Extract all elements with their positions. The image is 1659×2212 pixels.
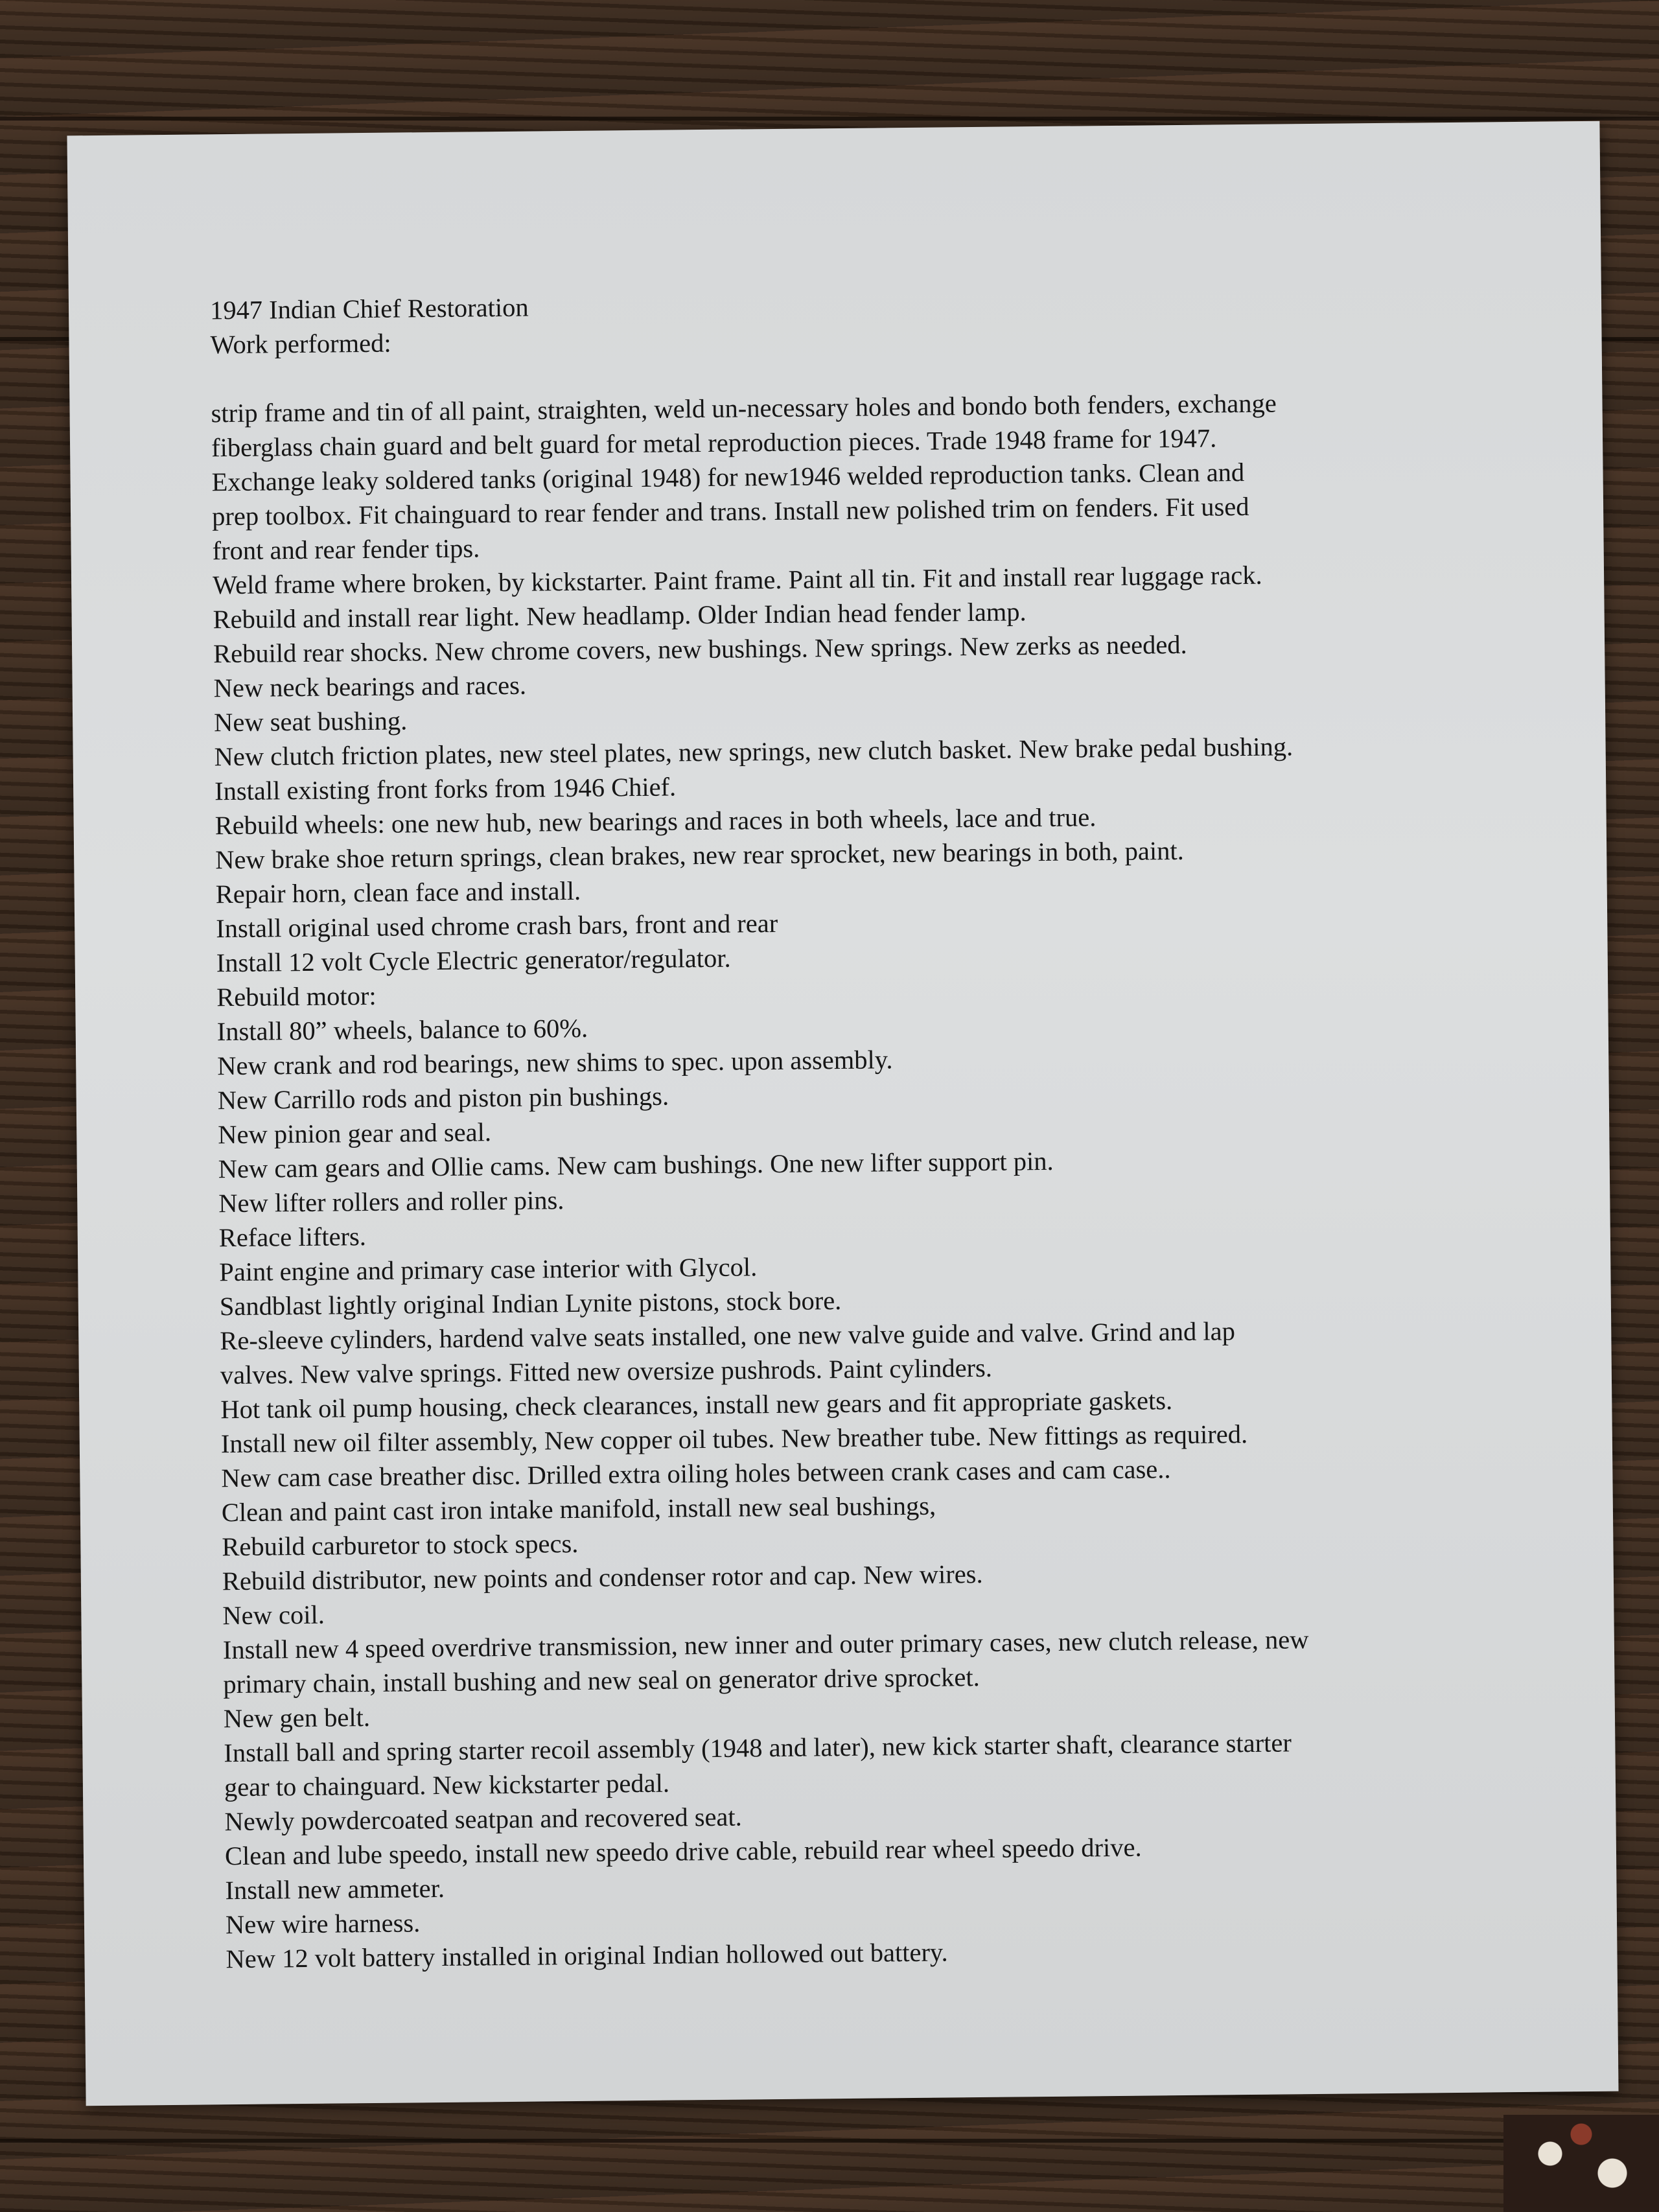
work-line: New lifter rollers and roller pins.	[218, 1185, 564, 1218]
work-line: New gen belt.	[223, 1703, 371, 1734]
work-line: Rebuild and install rear light. New headlamp. Older Indian head fender lamp.	[213, 597, 1027, 634]
work-line: primary chain, install bushing and new seal on generator drive sprocket.	[223, 1662, 980, 1699]
work-line: front and rear fender tips.	[212, 533, 480, 566]
work-line: Repair horn, clean face and install.	[215, 876, 581, 909]
work-line: New brake shoe return springs, clean brakes, new rear sprocket, new bearings in both, paint.	[215, 835, 1184, 875]
work-line: New cam case breather disc. Drilled extra oiling holes between crank cases and cam case..	[221, 1454, 1171, 1493]
work-line: Hot tank oil pump housing, check clearances, install new gears and fit appropriate gaskets.	[220, 1386, 1173, 1425]
work-line: Clean and paint cast iron intake manifold, install new seal bushings,	[221, 1491, 936, 1528]
work-list	[211, 384, 1489, 1977]
work-line: New seat bushing.	[213, 706, 408, 738]
work-line: Rebuild wheels: one new hub, new bearings and races in both wheels, lace and true.	[215, 802, 1096, 841]
paper-sheet	[67, 121, 1618, 2106]
work-line: New clutch friction plates, new steel plates, new springs, new clutch basket. New brake pedal bushing.	[214, 732, 1294, 772]
work-line: gear to chainguard. New kickstarter pedal.	[224, 1768, 670, 1802]
work-line: Weld frame where broken, by kickstarter. Paint frame. Paint all tin. Fit and install rear luggage rack.	[212, 560, 1262, 600]
work-line: New 12 volt battery installed in original Indian hollowed out battery.	[226, 1937, 948, 1974]
work-line: strip frame and tin of all paint, straighten, weld un-necessary holes and bondo both fenders, exchange	[211, 388, 1277, 428]
work-line: Clean and lube speedo, install new speedo drive cable, rebuild rear wheel speedo drive.	[224, 1832, 1142, 1871]
work-line: Install new 4 speed overdrive transmission, new inner and outer primary cases, new clutch release, new	[222, 1625, 1309, 1665]
work-line: New Carrillo rods and piston pin bushings.	[217, 1081, 669, 1115]
work-line: Install 80” wheels, balance to 60%.	[216, 1013, 588, 1047]
wood-board-seam	[0, 117, 1659, 121]
work-line: Install 12 volt Cycle Electric generator/regulator.	[216, 943, 731, 978]
rug-corner	[1503, 2115, 1659, 2212]
work-line: fiberglass chain guard and belt guard for metal reproduction pieces. Trade 1948 frame for 1947.	[211, 423, 1217, 463]
work-line: Re-sleeve cylinders, hardend valve seats installed, one new valve guide and valve. Grind and lap	[220, 1316, 1236, 1356]
work-line: prep toolbox. Fit chainguard to rear fender and trans. Install new polished trim on fenders. Fit used	[211, 491, 1249, 531]
document-title: 1947 Indian Chief Restoration	[209, 292, 529, 325]
work-line: New cam gears and Ollie cams. New cam bushings. One new lifter support pin.	[218, 1146, 1054, 1184]
work-line: Install new ammeter.	[225, 1873, 445, 1905]
work-line: Rebuild rear shocks. New chrome covers, new bushings. New springs. New zerks as needed.	[213, 629, 1187, 669]
work-line: Rebuild carburetor to stock specs.	[222, 1528, 579, 1562]
work-line: Sandblast lightly original Indian Lynite pistons, stock bore.	[219, 1286, 842, 1321]
work-line: New wire harness.	[225, 1908, 421, 1940]
work-line: Install ball and spring starter recoil assembly (1948 and later), new kick starter shaft, clearance starter	[224, 1728, 1292, 1768]
work-line: Rebuild motor:	[216, 981, 377, 1012]
work-line: Install original used chrome crash bars, front and rear	[216, 908, 778, 944]
work-line: valves. New valve springs. Fitted new oversize pushrods. Paint cylinders.	[220, 1353, 993, 1390]
work-line: New coil.	[222, 1600, 325, 1631]
document-body	[210, 281, 1490, 1977]
work-line: Install new oil filter assembly, New copper oil tubes. New breather tube. New fittings as required.	[220, 1419, 1248, 1459]
work-line: Newly powdercoated seatpan and recovered seat.	[224, 1802, 742, 1837]
work-line: Install existing front forks from 1946 Chief.	[214, 772, 677, 806]
wood-board-seam	[0, 2139, 1659, 2143]
document-subtitle: Work performed:	[210, 328, 391, 360]
work-line: Rebuild distributor, new points and condenser rotor and cap. New wires.	[222, 1559, 983, 1596]
work-line: Paint engine and primary case interior with Glycol.	[219, 1252, 758, 1287]
work-line: New crank and rod bearings, new shims to spec. upon assembly.	[217, 1045, 893, 1081]
work-line: New neck bearings and races.	[213, 670, 527, 703]
document-header	[210, 281, 1474, 362]
work-line: New pinion gear and seal.	[218, 1117, 492, 1150]
work-line: Reface lifters.	[218, 1222, 367, 1253]
work-line: Exchange leaky soldered tanks (original 1948) for new1946 welded reproduction tanks. Clean and	[211, 458, 1245, 497]
